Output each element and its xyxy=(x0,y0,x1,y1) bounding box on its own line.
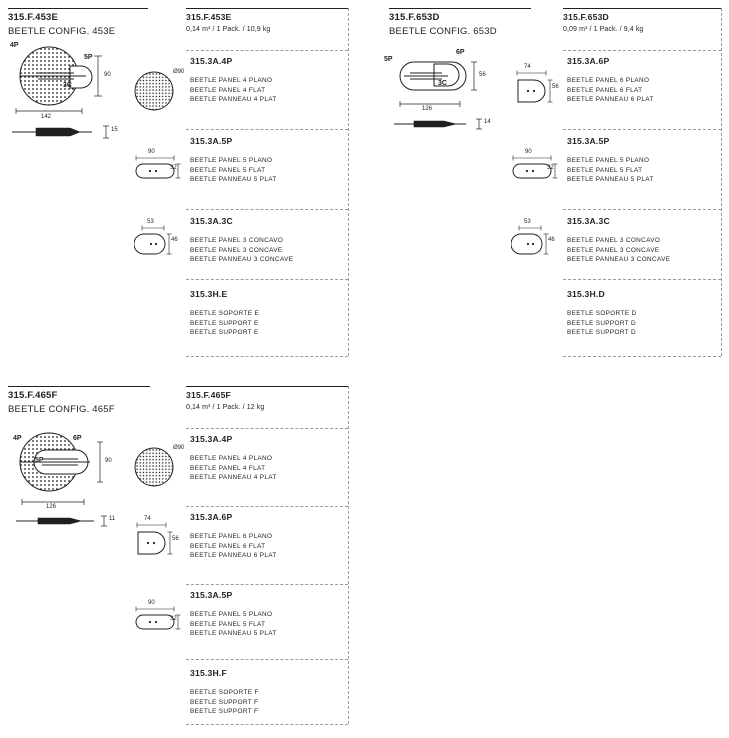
rule-item xyxy=(563,279,721,280)
item-dim-h: 32 xyxy=(170,165,177,171)
diagram-dim-126: 126 xyxy=(422,106,433,112)
item-desc-3: BEETLE PANNEAU 6 PLAT xyxy=(190,552,277,560)
item-desc-2: BEETLE PANEL 6 FLAT xyxy=(567,86,643,94)
item-desc-3: BEETLE PANNEAU 5 PLAT xyxy=(567,176,654,184)
item-desc-1: BEETLE PANEL 4 PLANO xyxy=(190,77,273,84)
item-453e-2 xyxy=(190,136,277,185)
item-desc-3: BEETLE PANNEAU 3 CONCAVE xyxy=(190,256,294,264)
item-dim-w: 74 xyxy=(524,64,531,70)
column-code: 315.F.453E xyxy=(186,12,232,22)
item-code: 315.3H.D xyxy=(567,289,605,299)
item-desc-1: BEETLE PANEL 4 PLANO xyxy=(190,455,273,462)
rule-453e-left xyxy=(8,8,148,9)
column-code: 315.F.465F xyxy=(186,390,231,400)
column-header-653d xyxy=(563,12,643,33)
item-dim-w: 74 xyxy=(144,516,151,522)
rule-653d-left xyxy=(389,8,531,9)
rule-item xyxy=(563,50,721,51)
diagram-label-5p: 5P xyxy=(384,56,393,63)
rule-item xyxy=(186,428,348,429)
item-code: 315.3A.3C xyxy=(190,216,233,226)
column-header-453e xyxy=(186,12,270,33)
diagram-dim-14: 14 xyxy=(484,119,491,125)
diagram-label-6p: 6P xyxy=(73,435,82,442)
item-453e-3 xyxy=(190,216,293,265)
item-code: 315.3H.F xyxy=(190,668,227,678)
column-header-465f xyxy=(186,390,264,411)
diagram-653d-sideview xyxy=(386,100,501,141)
section-code: 315.F.653D xyxy=(389,12,440,23)
item-dim-h: 56 xyxy=(552,84,559,90)
diagram-label-5p: 5P xyxy=(84,54,93,61)
item-desc-2: BEETLE SUPPORT F xyxy=(190,698,259,706)
item-code: 315.3A.6P xyxy=(190,512,233,522)
rule-item xyxy=(186,129,348,130)
item-dim-h: 56 xyxy=(172,536,179,542)
column-meta: 0,14 m³ / 1 Pack. / 12 kg xyxy=(186,404,265,411)
item-shape-circle-hatched xyxy=(133,445,185,493)
rule-item xyxy=(186,584,348,585)
diagram-label-4p: 4P xyxy=(10,42,19,49)
item-465f-4 xyxy=(190,668,259,717)
item-shape-circle-hatched xyxy=(133,69,185,117)
item-desc-1: BEETLE PANEL 6 PLANO xyxy=(567,77,650,84)
item-shape-stadium xyxy=(503,149,559,191)
item-desc-2: BEETLE SUPPORT D xyxy=(567,319,636,327)
item-desc-1: BEETLE PANEL 5 PLANO xyxy=(567,157,650,164)
rule-section-end xyxy=(186,356,348,357)
item-dim-d90: Ø90 xyxy=(173,69,185,75)
item-code: 315.3A.4P xyxy=(190,56,233,66)
diagram-dim-15: 15 xyxy=(111,127,118,133)
item-desc-3: BEETLE PANNEAU 6 PLAT xyxy=(567,96,654,104)
item-desc-3: BEETLE PANNEAU 4 PLAT xyxy=(190,96,277,104)
divider-465f-right xyxy=(348,386,349,724)
section-453e-header xyxy=(8,12,115,37)
section-config: BEETLE CONFIG. 465F xyxy=(8,404,115,415)
item-desc-3: BEETLE PANNEAU 5 PLAT xyxy=(190,630,277,638)
item-shape-stadium xyxy=(126,149,182,191)
item-desc-1: BEETLE PANEL 5 PLANO xyxy=(190,157,273,164)
diagram-dim-90: 90 xyxy=(104,72,111,78)
item-dim-h: 32 xyxy=(170,616,177,622)
item-code: 315.3A.4P xyxy=(190,434,233,444)
item-desc-3: BEETLE PANNEAU 5 PLAT xyxy=(190,176,277,184)
item-desc-3: BEETLE PANNEAU 3 CONCAVE xyxy=(567,256,671,264)
column-meta: 0,09 m³ / 1 Pack. / 9,4 kg xyxy=(563,26,644,33)
column-code: 315.F.653D xyxy=(563,12,609,22)
section-code: 315.F.465F xyxy=(8,390,58,401)
item-desc-1: BEETLE SOPORTE F xyxy=(190,689,259,696)
item-desc-3: BEETLE SUPPORT F xyxy=(190,708,259,716)
diagram-465f-sideview xyxy=(8,494,123,539)
rule-653d-items xyxy=(563,8,721,9)
item-desc-2: BEETLE PANEL 4 FLAT xyxy=(190,86,266,94)
column-meta: 0,14 m³ / 1 Pack. / 10,9 kg xyxy=(186,26,271,33)
section-code: 315.F.453E xyxy=(8,12,59,23)
rule-465f-left xyxy=(8,386,150,387)
item-desc-3: BEETLE SUPPORT E xyxy=(190,329,259,337)
item-code: 315.3A.6P xyxy=(567,56,610,66)
item-desc-1: BEETLE SOPORTE D xyxy=(567,310,637,317)
item-desc-3: BEETLE PANNEAU 4 PLAT xyxy=(190,474,277,482)
rule-item xyxy=(563,129,721,130)
rule-item xyxy=(563,209,721,210)
diagram-label-5p: 5P xyxy=(35,457,44,464)
item-desc-2: BEETLE PANEL 3 CONCAVE xyxy=(567,246,660,254)
diagram-label-3c: 3C xyxy=(438,80,447,87)
item-453e-4 xyxy=(190,289,259,338)
rule-item xyxy=(186,209,348,210)
item-dim-w: 53 xyxy=(524,219,531,225)
item-653d-2 xyxy=(567,136,654,185)
item-desc-3: BEETLE SUPPORT D xyxy=(567,329,636,337)
item-465f-2 xyxy=(190,512,277,561)
divider-453e-right xyxy=(348,8,349,356)
item-453e-1 xyxy=(190,56,277,105)
diagram-dim-56: 56 xyxy=(479,72,486,78)
item-desc-1: BEETLE PANEL 3 CONCAVO xyxy=(567,237,661,244)
item-code: 315.3A.5P xyxy=(190,590,233,600)
diagram-dim-90: 90 xyxy=(105,458,112,464)
diagram-label-4p: 4P xyxy=(13,435,22,442)
item-dim-w: 90 xyxy=(148,600,155,606)
rule-item xyxy=(186,279,348,280)
section-465f-header xyxy=(8,390,115,415)
section-653d-header xyxy=(389,12,497,37)
item-shape-dshape xyxy=(128,518,182,567)
item-desc-1: BEETLE PANEL 5 PLANO xyxy=(190,611,273,618)
diagram-453e-sideview xyxy=(8,108,123,149)
item-code: 315.3A.5P xyxy=(567,136,610,146)
item-465f-1 xyxy=(190,434,277,483)
rule-item xyxy=(186,506,348,507)
item-desc-1: BEETLE SOPORTE E xyxy=(190,310,260,317)
diagram-dim-11: 11 xyxy=(109,516,116,522)
item-desc-2: BEETLE PANEL 4 FLAT xyxy=(190,464,266,472)
item-desc-2: BEETLE PANEL 6 FLAT xyxy=(190,542,266,550)
rule-section-end xyxy=(186,724,348,725)
item-dim-w: 53 xyxy=(147,219,154,225)
item-dim-w: 90 xyxy=(525,149,532,155)
rule-section-end xyxy=(563,356,721,357)
item-dim-h: 32 xyxy=(547,165,554,171)
section-config: BEETLE CONFIG. 653D xyxy=(389,26,497,37)
item-desc-2: BEETLE PANEL 5 FLAT xyxy=(190,166,266,174)
item-653d-4 xyxy=(567,289,636,338)
item-dim-d90: Ø90 xyxy=(173,445,185,451)
item-desc-2: BEETLE SUPPORT E xyxy=(190,319,259,327)
diagram-465f xyxy=(8,428,118,501)
item-desc-2: BEETLE PANEL 3 CONCAVE xyxy=(190,246,283,254)
section-config: BEETLE CONFIG. 453E xyxy=(8,26,116,37)
item-653d-1 xyxy=(567,56,654,105)
item-653d-3 xyxy=(567,216,670,265)
item-465f-3 xyxy=(190,590,277,639)
divider-653d-right xyxy=(721,8,722,356)
item-shape-stadium xyxy=(126,600,182,642)
item-desc-1: BEETLE PANEL 3 CONCAVO xyxy=(190,237,284,244)
item-shape-concave xyxy=(134,219,178,267)
item-dim-w: 90 xyxy=(148,149,155,155)
diagram-label-6p: 6P xyxy=(456,49,465,56)
diagram-dim-142: 142 xyxy=(41,114,52,120)
item-desc-2: BEETLE PANEL 5 FLAT xyxy=(190,620,266,628)
rule-item xyxy=(186,659,348,660)
item-shape-dshape xyxy=(508,66,562,113)
item-shape-concave xyxy=(511,219,555,267)
item-code: 315.3A.5P xyxy=(190,136,233,146)
item-desc-2: BEETLE PANEL 5 FLAT xyxy=(567,166,643,174)
item-dim-h: 46 xyxy=(548,237,555,243)
item-code: 315.3A.3C xyxy=(567,216,610,226)
item-dim-h: 46 xyxy=(171,237,178,243)
item-code: 315.3H.E xyxy=(190,289,228,299)
diagram-label-3c: 3C xyxy=(63,82,72,89)
item-desc-1: BEETLE PANEL 6 PLANO xyxy=(190,533,273,540)
rule-453e-items xyxy=(186,8,348,9)
rule-465f-items xyxy=(186,386,348,387)
rule-item xyxy=(186,50,348,51)
diagram-dim-126: 126 xyxy=(46,504,57,510)
